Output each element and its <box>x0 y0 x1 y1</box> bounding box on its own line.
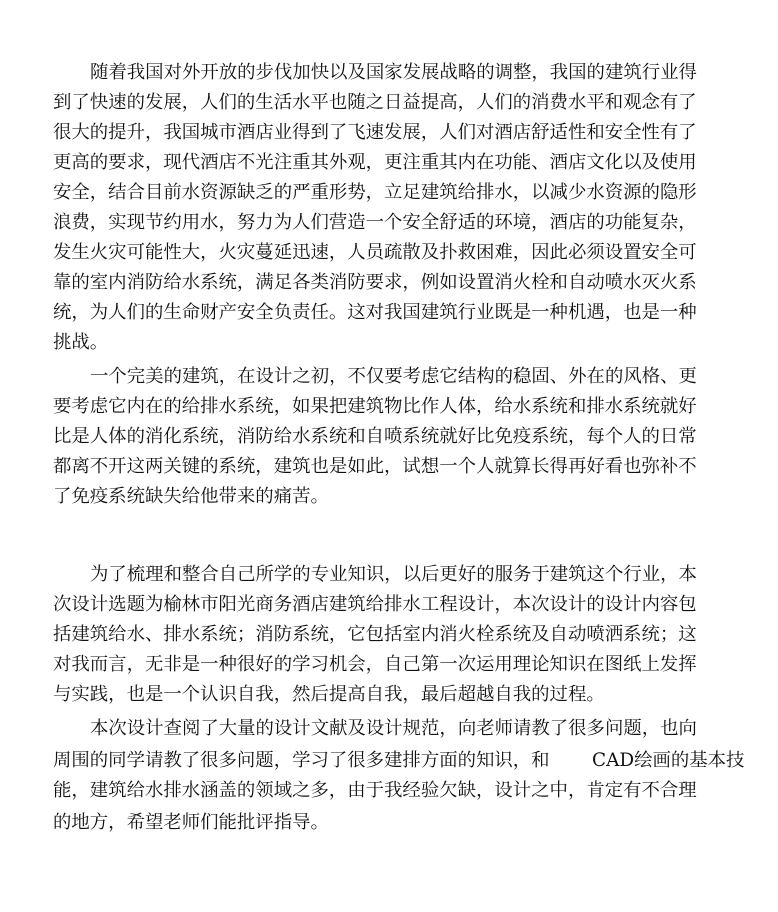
paragraph-2-line-4: 都离不开这两关键的系统，建筑也是如此，试想一个人就算长得再好看也弥补不 <box>53 456 697 477</box>
paragraph-4-line-2: 周围的同学请教了很多问题，学习了很多建排方面的知识，和 <box>53 750 550 771</box>
paragraph-3-line-4: 对我而言，无非是一种很好的学习机会，自己第一次运用理论知识在图纸上发挥 <box>53 654 697 675</box>
paragraph-2-line-1: 一个完美的建筑，在设计之初，不仅要考虑它结构的稳固、外在的风格、更 <box>90 366 697 387</box>
paragraph-1-line-7: 发生火灾可能性大，火灾蔓延迅速，人员疏散及扑救困难，因此必须设置安全可 <box>53 242 697 263</box>
paragraph-1-line-1: 随着我国对外开放的步伐加快以及国家发展战略的调整，我国的建筑行业得 <box>90 62 697 83</box>
paragraph-2-line-2: 要考虑它内在的给排水系统，如果把建筑物比作人体，给水系统和排水系统就好 <box>53 396 697 417</box>
paragraph-1-line-9: 统，为人们的生命财产安全负责任。这对我国建筑行业既是一种机遇，也是一种 <box>53 302 697 323</box>
paragraph-1-line-2: 到了快速的发展，人们的生活水平也随之日益提高，人们的消费水平和观念有了 <box>53 92 697 113</box>
paragraph-1-line-3: 很大的提升，我国城市酒店业得到了飞速发展，人们对酒店舒适性和安全性有了 <box>53 122 697 143</box>
paragraph-1-line-8: 靠的室内消防给水系统，满足各类消防要求，例如设置消火栓和自动喷水灭火系 <box>53 272 697 293</box>
paragraph-1-line-4: 更高的要求，现代酒店不光注重其外观，更注重其内在功能、酒店文化以及使用 <box>53 152 697 173</box>
paragraph-1-line-5: 安全，结合目前水资源缺乏的严重形势，立足建筑给排水，以减少水资源的隐形 <box>53 182 697 203</box>
paragraph-3-line-2: 次设计选题为榆林市阳光商务酒店建筑给排水工程设计，本次设计的设计内容包 <box>53 594 697 615</box>
paragraph-3-line-3: 括建筑给水、排水系统；消防系统，它包括室内消火栓系统及自动喷洒系统；这 <box>53 624 697 645</box>
paragraph-3-line-5: 与实践，也是一个认识自我，然后提高自我，最后超越自我的过程。 <box>53 684 605 705</box>
paragraph-4-line-3: 能，建筑给水排水涵盖的领域之多，由于我经验欠缺，设计之中，肯定有不合理 <box>53 780 697 801</box>
paragraph-2-line-3: 比是人体的消化系统，消防给水系统和自喷系统就好比免疫系统，每个人的日常 <box>53 426 697 447</box>
paragraph-1-line-10: 挑战。 <box>53 332 109 353</box>
paragraph-1-line-6: 浪费，实现节约用水，努力为人们营造一个安全舒适的环境，酒店的功能复杂， <box>53 212 697 233</box>
paragraph-3-line-1: 为了梳理和整合自己所学的专业知识，以后更好的服务于建筑这个行业，本 <box>90 564 697 585</box>
paragraph-4-cad-text: CAD绘画的基本技 <box>592 750 745 771</box>
paragraph-4-line-4: 的地方，希望老师们能批评指导。 <box>53 812 329 833</box>
paragraph-4-line-1: 本次设计查阅了大量的设计文献及设计规范，向老师请教了很多问题，也向 <box>90 718 697 739</box>
paragraph-2-line-5: 了免疫系统缺失给他带来的痛苦。 <box>53 486 329 507</box>
